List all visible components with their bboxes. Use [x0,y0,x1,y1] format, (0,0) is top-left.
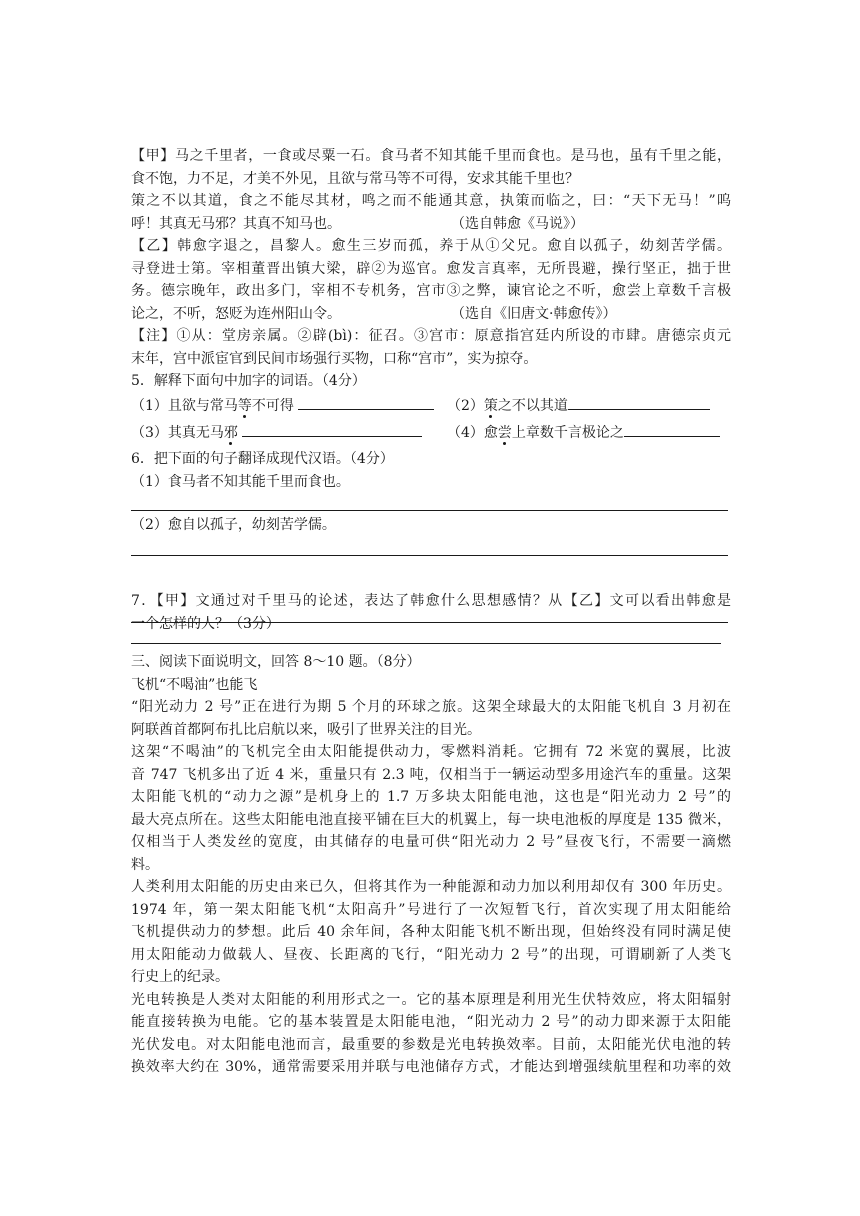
article-line: 音 747 飞机多出了近 4 米，重量只有 2.3 吨，仅相当于一辆运动型多用途汽车的重量。这架 [131,766,731,783]
answer-line[interactable] [131,510,728,511]
question-5 [131,370,731,447]
question-7-line: 7．【甲】文通过对千里马的论述，表达了韩愈什么思想感情？从【乙】文可以看出韩愈是 [131,593,731,609]
passage-jia-line: 食不饱，力不足，才美不外见，且欲与常马等不可得，安求其能千里也？ [131,170,579,187]
article-line: 太阳能飞机的“动力之源”是机身上的 1.7 万多块太阳能电池，这也是“阳光动力 2 号”的 [131,789,731,805]
question-7-line: 一个怎样的人？（3分） [131,615,280,632]
section-3-heading: 三、阅读下面说明文，回答 8～10 题。（8分） [131,654,421,670]
q5-item-4 [447,420,720,447]
q5-item-4-text: （4）愈 [447,424,498,441]
q5-item-1-dotted-char: 等 [237,397,252,414]
passage-jia-source: （选自韩愈《马说》） [451,215,584,232]
q5-item-1 [131,398,294,414]
article-line: “阳光动力 2 号”正在进行为期 5 个月的环球之旅。这架全球最大的太阳能飞机自 3 月初在 [131,699,731,715]
question-6-part-2 [131,514,731,537]
answer-line[interactable] [131,555,728,556]
q5-item-3-text: （3）其真无马 [131,424,224,441]
answer-blank[interactable] [568,394,710,410]
question-6 [131,448,731,493]
article-line: 料。 [131,856,159,873]
passage-yi-source: （选自《旧唐文·韩愈传》） [451,305,617,322]
q5-item-4-dotted-char: 尝 [497,424,512,441]
answer-line[interactable] [131,622,728,623]
passage-yi-text: 论之，不听，怒贬为连州阳山令。 [131,305,341,322]
passage-yi-line: 【乙】韩愈字退之，昌黎人。愈生三岁而孤，养于从①父兄。愈自以孤子，幼刻苦学儒。 [131,238,731,254]
article-line: 行史上的纪录。 [131,969,229,985]
section-3 [131,651,731,1079]
question-5-row [131,393,731,420]
passage-jia-text: 呼！其真无马邪？其真不知马也。 [131,215,341,232]
question-6-item-1: （1）食马者不知其能千里而食也。 [131,473,350,490]
question-5-row [131,420,731,447]
q5-item-3 [131,425,238,441]
article-line: 换效率大约在 30%，通常需要采用并联与电池储存方式，才能达到增强续航里程和功率的效 [131,1059,731,1075]
article-line: 人类利用太阳能的历史由来已久，但将其作为一种能源和动力加以利用却仅有 300 年历史。 [131,879,731,895]
q5-item-3-dotted-char: 邪 [223,424,238,441]
q5-item-2-dotted-char: 策 [483,397,498,414]
question-5-title: 5．解释下面句中加字的词语。（4分） [131,373,366,389]
article-line: 能直接转换为电能。它的基本装置是太阳能电池，“阳光动力 2 号”的动力即来源于太阳能 [131,1014,731,1030]
article-line: 光伏发电。对太阳能电池而言，最重要的参数是光电转换效率。目前，太阳能光伏电池的转 [131,1036,731,1053]
answer-line[interactable] [131,643,721,644]
q5-item-2-text: （2） [447,397,484,414]
article-line: 阿联酋首都阿布扎比启航以来，吸引了世界关注的目光。 [131,721,481,738]
article-line: 这架“不喝油”的飞机完全由太阳能提供动力，零燃料消耗。它拥有 72 米宽的翼展，比波 [131,744,731,760]
question-6-item-2: （2）愈自以孤子，幼刻苦学儒。 [131,517,336,533]
passage-jia-line: 【甲】马之千里者，一食或尽粟一石。食马者不知其能千里而食也。是马也，虽有千里之能， [131,148,731,164]
passage-yi-line [131,303,731,326]
answer-blank[interactable] [242,421,422,437]
passage-jia-line [131,213,731,236]
article-line: 最大亮点所在。这些太阳能电池直接平铺在巨大的机翼上，每一块电池板的厚度是 135 微米， [131,811,731,828]
article-line: 飞机提供动力的梦想。此后 40 余年间，各种太阳能飞机不断出现，但始终没有同时满足使 [131,924,731,940]
q5-item-2-text-end: 之不以其道 [497,397,568,414]
q5-item-1-text-end: 不可得 [251,397,294,414]
note-line: 【注】①从：堂房亲属。②辟(bì)：征召。③宫市：原意指宫廷内所设的市肆。唐德宗贞元 [131,328,731,344]
article-line: 仅相当于人类发丝的宽度，由其储存的电量可供“阳光动力 2 号”昼夜飞行，不需要一滴燃 [131,834,731,850]
q5-item-1-text: （1）且欲与常马 [131,397,238,414]
article-line: 1974 年，第一架太阳能飞机“太阳高升”号进行了一次短暂飞行，首次实现了用太阳能给 [131,901,731,918]
note-line: 末年，宫中派宦官到民间市场强行买物，口称“宫市”，实为掠夺。 [131,350,538,367]
q5-item-2 [447,393,710,420]
passage-yi-line: 寻登进士第。宰相董晋出镇大梁，辟②为巡官。愈发言真率，无所畏避，操行坚正，拙于世 [131,260,731,277]
question-6-title: 6．把下面的句子翻译成现代汉语。（4分） [131,451,394,467]
passage-jia-line: 策之不以其道，食之不能尽其材，鸣之而不能通其意，执策而临之，曰：“天下无马！”呜 [131,193,731,209]
question-7 [131,590,731,635]
article-line: 用太阳能动力做载人、昼夜、长距离的飞行，“阳光动力 2 号”的出现，可谓刷新了人类飞 [131,946,731,963]
article-line: 光电转换是人类对太阳能的利用形式之一。它的基本原理是利用光生伏特效应，将太阳辐射 [131,991,731,1008]
q5-item-4-text-end: 上章数千言极论之 [511,424,624,441]
article-title: 飞机“不喝油”也能飞 [131,676,258,693]
classical-passages [131,145,731,370]
answer-blank[interactable] [298,394,434,410]
passage-yi-line: 务。德宗晚年，政出多门，宰相不专机务，宫市③之弊，谏官论之不听，愈尝上章数千言极 [131,283,731,299]
answer-blank[interactable] [624,421,720,437]
